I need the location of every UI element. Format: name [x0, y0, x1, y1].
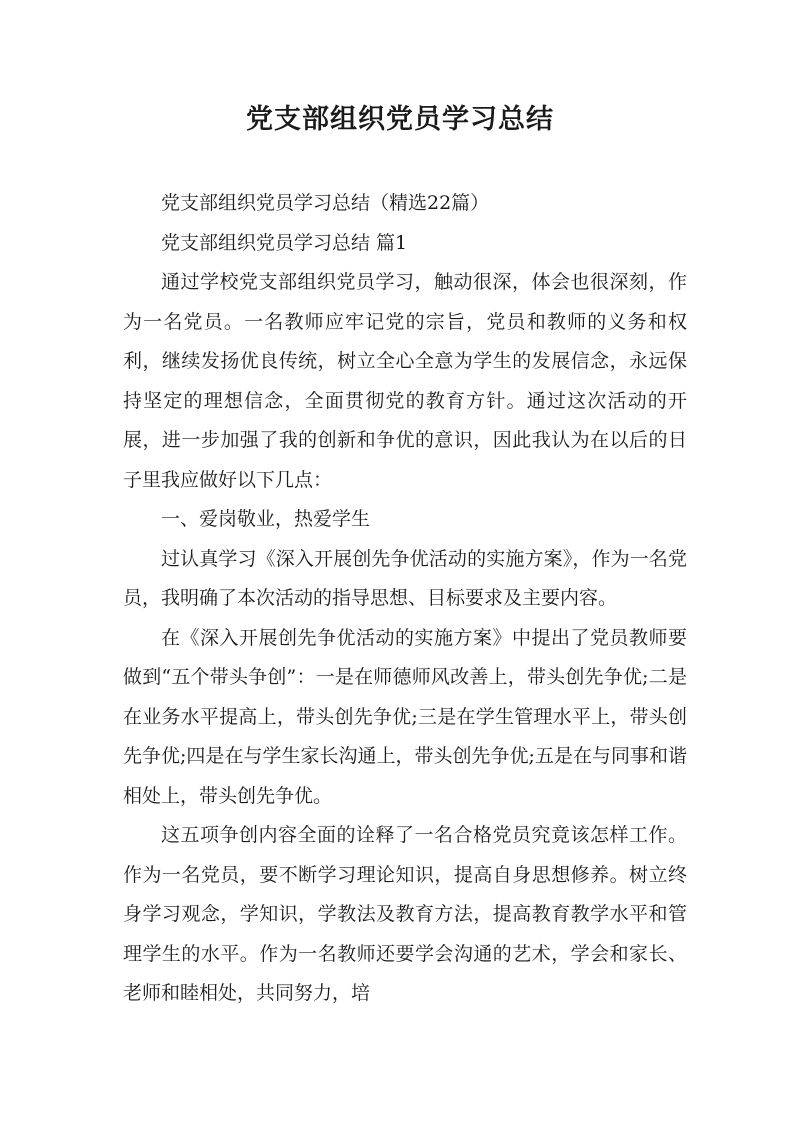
body-paragraph: 通过学校党支部组织党员学习，触动很深，体会也很深刻，作为一名党员。一名教师应牢记党的宗旨，党员和教师的义务和权利，继续发扬优良传统，树立全心全意为学生的发展信念，永远保持坚定的理想信念，全面贯彻党的教育方针。通过这次活动的开展，进一步加强了我的创新和争优的意识，因此我认为在以后的日子里我应做好以下几点：: [123, 271, 687, 491]
body-paragraph: 过认真学习《深入开展创先争优活动的实施方案》，作为一名党员，我明确了本次活动的指导思想、目标要求及主要内容。: [123, 547, 687, 609]
body-paragraph: 这五项争创内容全面的诠释了一名合格党员究竟该怎样工作。作为一名党员，要不断学习理论知识，提高自身思想修养。树立终身学习观念，学知识，学教法及教育方法，提高教育教学水平和管理学生的水平。作为一名教师还要学会沟通的艺术，学会和家长、老师和睦相处，共同努力，培: [123, 824, 687, 1004]
subtitle-paragraph: 党支部组织党员学习总结（精选22篇）: [161, 192, 490, 214]
section-heading: 党支部组织党员学习总结 篇1: [161, 231, 408, 254]
document-title: 党支部组织党员学习总结: [246, 104, 554, 135]
point-heading: 一、爱岗敬业，热爱学生: [161, 508, 371, 530]
document-body: [123, 184, 687, 1014]
body-paragraph: 在《深入开展创先争优活动的实施方案》中提出了党员教师要做到“五个带头争创”：一是在师德师风改善上，带头创先争优;二是在业务水平提高上，带头创先争优;三是在学生管理水平上，带头创先争优;四是在与学生家长沟通上，带头创先争优;五是在与同事和谐相处上，带头创先争优。: [123, 626, 687, 807]
